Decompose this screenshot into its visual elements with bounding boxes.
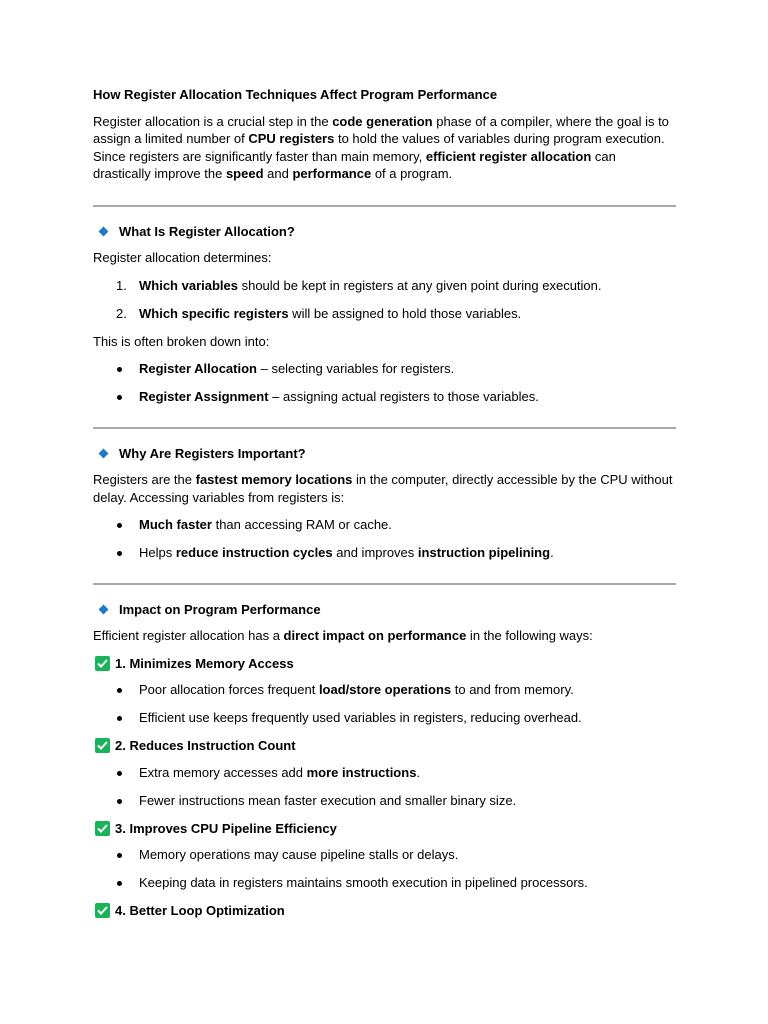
list-item-bold: instruction pipelining <box>417 545 551 560</box>
green-check-icon <box>95 821 110 836</box>
bullet-icon <box>117 716 122 721</box>
intro-bold: code generation <box>332 113 433 129</box>
list-item-text: Fewer instructions mean faster execution and smaller binary size. <box>139 792 517 808</box>
numbered-list <box>93 277 676 323</box>
bullet-icon <box>117 799 122 804</box>
intro-text: to hold the values of variables during program execution. Since registers are significantly faster than main memory, <box>93 131 665 164</box>
bullet-icon <box>117 688 122 693</box>
paragraph-bold: direct impact on performance <box>283 628 467 643</box>
bullet-list <box>93 764 676 810</box>
section-heading <box>93 601 676 619</box>
green-check-icon <box>95 738 110 753</box>
intro-paragraph <box>93 113 676 183</box>
list-item-bold: Register Allocation <box>139 361 257 376</box>
paragraph-text: in the following ways: <box>466 628 593 643</box>
section-heading-text: Impact on Program Performance <box>119 601 321 617</box>
bullet-list <box>93 360 676 406</box>
intro-text: of a program. <box>371 166 453 181</box>
list-item-text: . <box>550 545 554 560</box>
bullet-icon <box>117 771 122 776</box>
intro-bold: speed <box>225 166 264 181</box>
section-divider <box>93 205 676 207</box>
list-item-bold: Register Assignment <box>139 389 269 404</box>
subsection-heading <box>93 820 676 838</box>
list-item <box>93 792 676 810</box>
section-divider <box>93 583 676 585</box>
list-item <box>93 544 676 562</box>
paragraph: Register allocation determines: <box>93 250 272 265</box>
subsection-heading-text: 3. Improves CPU Pipeline Efficiency <box>115 820 337 836</box>
bullet-icon <box>117 853 122 858</box>
section-divider <box>93 427 676 429</box>
list-item-bold: Which specific registers <box>139 305 289 321</box>
bullet-icon <box>117 551 122 556</box>
subsection-heading-text: 4. Better Loop Optimization <box>115 903 285 918</box>
intro-text: phase of a compiler, where the goal is to assign a limited number of <box>93 113 669 146</box>
list-item-text: Extra memory accesses add <box>139 764 307 780</box>
paragraph <box>93 627 676 645</box>
intro-bold: efficient register allocation <box>425 148 592 164</box>
section-heading-text: What Is Register Allocation? <box>119 223 295 239</box>
list-item-bold: Which variables <box>139 277 238 293</box>
list-item-text: and improves <box>332 545 418 560</box>
bullet-icon <box>117 881 122 886</box>
green-check-icon <box>95 903 110 918</box>
intro-text: Register allocation is a crucial step in the <box>93 113 333 129</box>
list-item <box>93 388 676 406</box>
subsection-heading-text: 1. Minimizes Memory Access <box>115 655 294 671</box>
list-item <box>93 305 676 323</box>
list-item <box>93 277 676 295</box>
list-item-text: Poor allocation forces frequent <box>139 682 319 697</box>
blue-diamond-icon <box>99 448 109 458</box>
bullet-list <box>93 516 676 562</box>
paragraph-text: Efficient register allocation has a <box>93 628 284 643</box>
bullet-list <box>93 846 676 892</box>
intro-text: can drastically improve the <box>93 148 616 181</box>
list-item-text: – selecting variables for registers. <box>256 361 455 376</box>
list-item <box>93 874 676 892</box>
list-number: 1. <box>116 277 127 293</box>
section-heading <box>93 223 676 241</box>
section-heading-text: Why Are Registers Important? <box>119 445 306 461</box>
subsection-heading-text: 2. Reduces Instruction Count <box>115 738 296 753</box>
list-item-text: to and from memory. <box>451 682 574 697</box>
list-item <box>93 846 676 864</box>
list-item-bold: reduce instruction cycles <box>175 545 333 560</box>
paragraph-bold: fastest memory locations <box>195 472 353 487</box>
list-item-text: . <box>416 764 421 780</box>
subsection-heading <box>93 902 676 920</box>
list-number: 2. <box>116 305 127 321</box>
intro-bold: performance <box>292 166 372 181</box>
bullet-list <box>93 681 676 727</box>
intro-bold: CPU registers <box>248 131 335 146</box>
paragraph-text: in the computer, directly accessible by the CPU without delay. Accessing variables from registers is: <box>93 472 673 505</box>
intro-text: and <box>263 166 293 181</box>
section-heading <box>93 445 676 463</box>
list-item-text: will be assigned to hold those variables. <box>288 305 522 321</box>
bullet-icon <box>117 523 122 528</box>
list-item-text: Keeping data in registers maintains smooth execution in pipelined processors. <box>139 875 588 890</box>
list-item-text: Memory operations may cause pipeline stalls or delays. <box>139 847 459 862</box>
list-item-bold: more instructions <box>306 764 417 780</box>
paragraph-text: Registers are the <box>93 472 196 487</box>
paragraph <box>93 471 676 506</box>
blue-diamond-icon <box>99 226 109 236</box>
bullet-icon <box>117 395 122 400</box>
list-item <box>93 516 676 534</box>
document-title: How Register Allocation Techniques Affect Program Performance <box>93 87 498 102</box>
green-check-icon <box>95 656 110 671</box>
list-item <box>93 709 676 727</box>
list-item-bold: Much faster <box>139 517 212 532</box>
list-item-text: Efficient use keeps frequently used variables in registers, reducing overhead. <box>139 710 582 725</box>
list-item-bold: load/store operations <box>318 682 452 697</box>
list-item-text: Helps <box>139 545 176 560</box>
blue-diamond-icon <box>99 604 109 614</box>
list-item <box>93 681 676 699</box>
list-item-text: – assigning actual registers to those variables. <box>268 389 539 404</box>
document-content <box>93 86 676 929</box>
subsection-heading <box>93 737 676 755</box>
bullet-icon <box>117 367 122 372</box>
subsection-heading <box>93 655 676 673</box>
paragraph: This is often broken down into: <box>93 333 270 349</box>
list-item <box>93 360 676 378</box>
list-item-text: should be kept in registers at any given point during execution. <box>237 277 602 293</box>
list-item-text: than accessing RAM or cache. <box>211 517 392 532</box>
list-item <box>93 764 676 782</box>
